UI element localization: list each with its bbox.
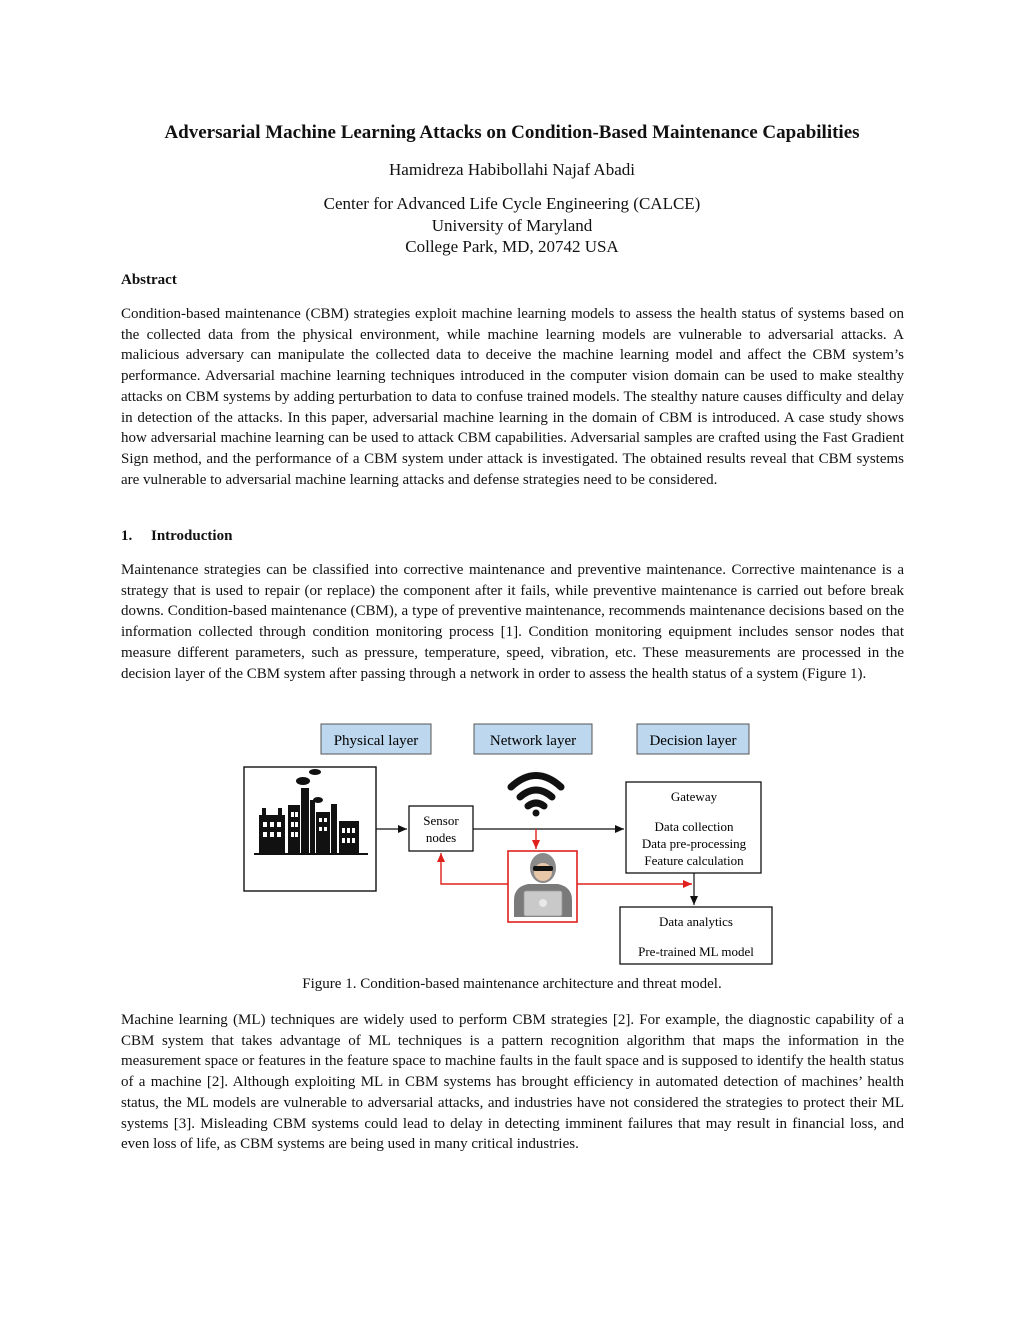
gateway-line: Data collection	[654, 819, 734, 834]
analytics-line: Data analytics	[659, 914, 733, 929]
network-layer-label	[474, 724, 592, 754]
gateway-box	[626, 782, 761, 873]
decision-layer-text: Decision layer	[649, 733, 737, 749]
figure-caption: Figure 1. Condition-based maintenance architecture and threat model.	[302, 976, 722, 992]
gateway-line: Data pre-processing	[641, 836, 747, 851]
gateway-line: Gateway	[670, 789, 718, 804]
section-number: 1.	[121, 528, 133, 544]
physical-layer-label	[321, 724, 431, 754]
author-name: Hamidreza Habibollahi Najaf Abadi	[389, 160, 635, 179]
attack-arrow-to-sensor	[441, 853, 508, 884]
intro-paragraph-2: Machine learning (ML) techniques are widely used to perform CBM strategies [2]. For example, the diagnostic capability of a CBM system that takes advantage of ML techniques is a pattern recognition algorithm that maps the information in the measurement space or features in the feature space to machine faults in the fault space and is supposed to identify the health status of a machine [2]. Although exploiting ML in CBM systems has brought efficiency in automated detection of machines’ health status, the ML models are vulnerable to adversarial attacks, and industries have not considered the strategies to protect their ML systems [3]. Misleading CBM systems could lead to delay in detecting imminent failures that may result in financial loss, and even loss of life, as CBM systems are being used in many critical industries.	[121, 1012, 904, 1153]
decision-layer-label	[637, 724, 749, 754]
paper-title: Adversarial Machine Learning Attacks on Condition-Based Maintenance Capabilities	[164, 122, 860, 143]
abstract-text: Condition-based maintenance (CBM) strategies exploit machine learning models to assess the health status of systems based on the collected data from the physical environment, while machine learning models are vulnerable to adversarial attacks. A malicious adversary can manipulate the collected data to deceive the machine learning model and affect the CBM system’s performance. Adversarial machine learning techniques introduced in the computer vision domain can be used to make stealthy attacks on CBM systems by adding perturbation to data to confuse trained models. The stealthy nature causes difficulty and delay in detection of the attacks. In this paper, adversarial machine learning in the domain of CBM is introduced. A case study shows how adversarial machine learning can be used to attack CBM capabilities. Adversarial samples are crafted using the Fast Gradient Sign method, and the performance of a CBM system under attack is investigated. The obtained results reveal that CBM systems are vulnerable to adversarial machine learning attacks and defense strategies need to be considered.	[121, 306, 904, 488]
intro-paragraph-1: Maintenance strategies can be classified into corrective maintenance and preventive maintenance. Corrective maintenance is a strategy that is used to repair (or replace) the component after it fails, while preventive maintenance is carried out before break downs. Condition-based maintenance (CBM), a type of preventive maintenance, recommends maintenance decisions based on the information collected through condition monitoring process [1]. Condition monitoring equipment includes sensor nodes that measure different parameters, such as pressure, temperature, speed, vibration, etc. These measurements are processed in the decision layer of the CBM system after passing through a network in order to assess the health status of a system (Figure 1).	[121, 562, 904, 682]
affiliation-line: College Park, MD, 20742 USA	[405, 237, 619, 256]
sensor-nodes-box	[409, 806, 473, 851]
affiliation-line: University of Maryland	[431, 215, 593, 235]
sensor-line: nodes	[425, 830, 457, 845]
section-title: Introduction	[151, 528, 233, 544]
analytics-line: Pre-trained ML model	[638, 944, 754, 959]
physical-layer-text: Physical layer	[333, 733, 419, 749]
gateway-line: Feature calculation	[644, 853, 744, 868]
data-analytics-box	[620, 907, 772, 964]
wifi-icon	[511, 776, 561, 817]
sensor-line: Sensor	[423, 813, 459, 828]
abstract-heading: Abstract	[121, 272, 177, 288]
network-layer-text: Network layer	[489, 733, 577, 749]
affiliation-line: Center for Advanced Life Cycle Engineering (CALCE)	[323, 194, 701, 213]
